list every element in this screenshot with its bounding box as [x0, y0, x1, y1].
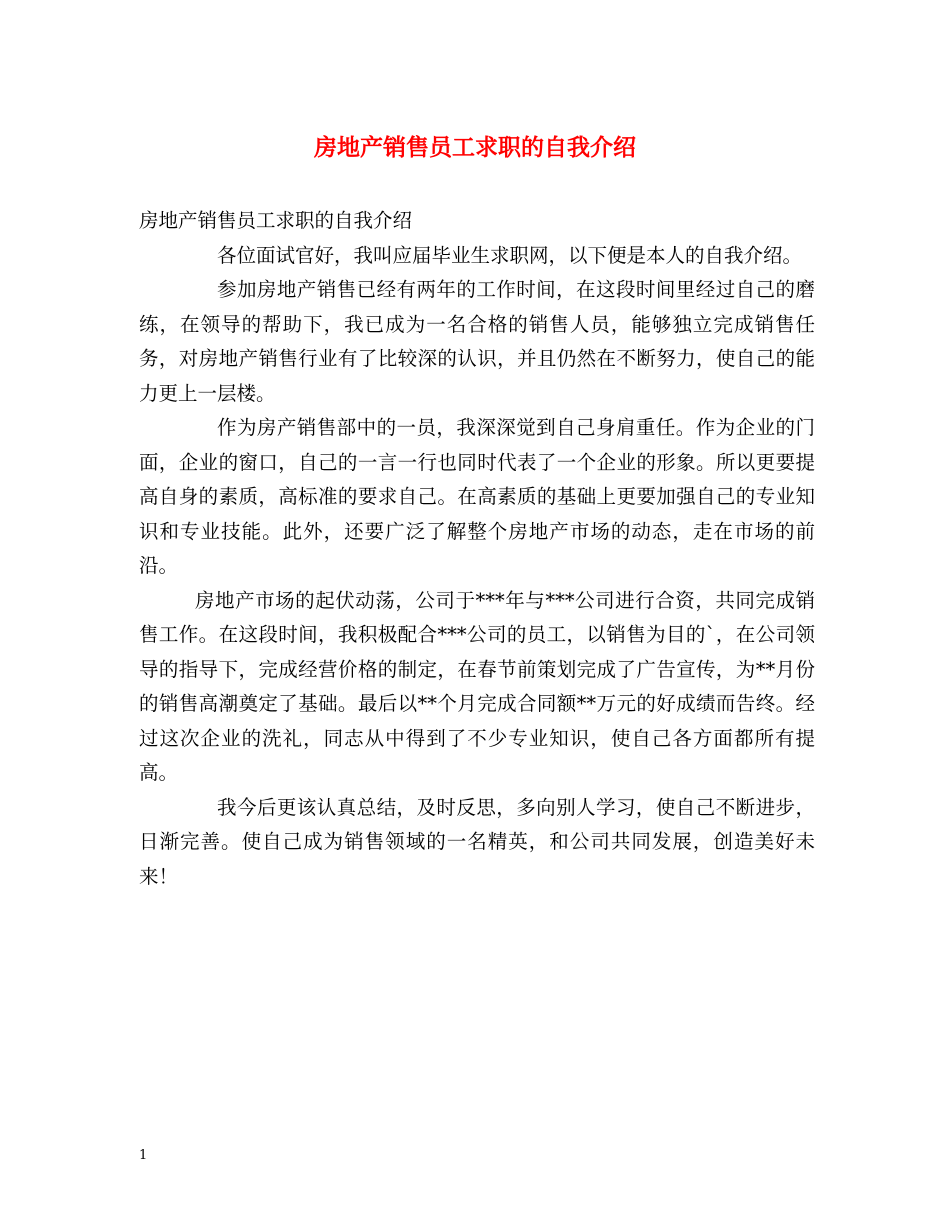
paragraph-achievements: 房地产市场的起伏动荡，公司于***年与***公司进行合资，共同完成销售工作。在这段时间，我积极配合***公司的员工，以销售为目的`，在公司领导的指导下，完成经营价格的制定，在春节前策划完成了广告宣传，为**月份的销售高潮奠定了基础。最后以**个月完成合同额**万元的好成绩而告终。经过这次企业的洗礼，同志从中得到了不少专业知识，使自己各方面都所有提高。 [139, 588, 815, 784]
document-body [139, 204, 815, 894]
document-title: 房地产销售员工求职的自我介绍 [314, 134, 636, 161]
paragraph-future: 我今后更该认真总结，及时反思，多向别人学习，使自己不断进步，日渐完善。使自己成为销售领域的一名精英，和公司共同发展，创造美好未来！ [139, 795, 815, 888]
paragraph-experience: 参加房地产销售已经有两年的工作时间，在这段时间里经过自己的磨练，在领导的帮助下，我已成为一名合格的销售人员，能够独立完成销售任务，对房地产销售行业有了比较深的认识，并且仍然在不断努力，使自己的能力更上一层楼。 [139, 278, 815, 405]
paragraph-greeting: 各位面试官好，我叫应届毕业生求职网，以下便是本人的自我介绍。 [217, 243, 803, 267]
page-number: 1 [139, 1148, 148, 1163]
document-subtitle: 房地产销售员工求职的自我介绍 [139, 209, 413, 232]
paragraph-responsibility: 作为房产销售部中的一员，我深深觉到自己身肩重任。作为企业的门面，企业的窗口，自己的一言一行也同时代表了一个企业的形象。所以更要提高自身的素质，高标准的要求自己。在高素质的基础上更要加强自己的专业知识和专业技能。此外，还要广泛了解整个房地产市场的动态，走在市场的前沿。 [139, 416, 815, 577]
